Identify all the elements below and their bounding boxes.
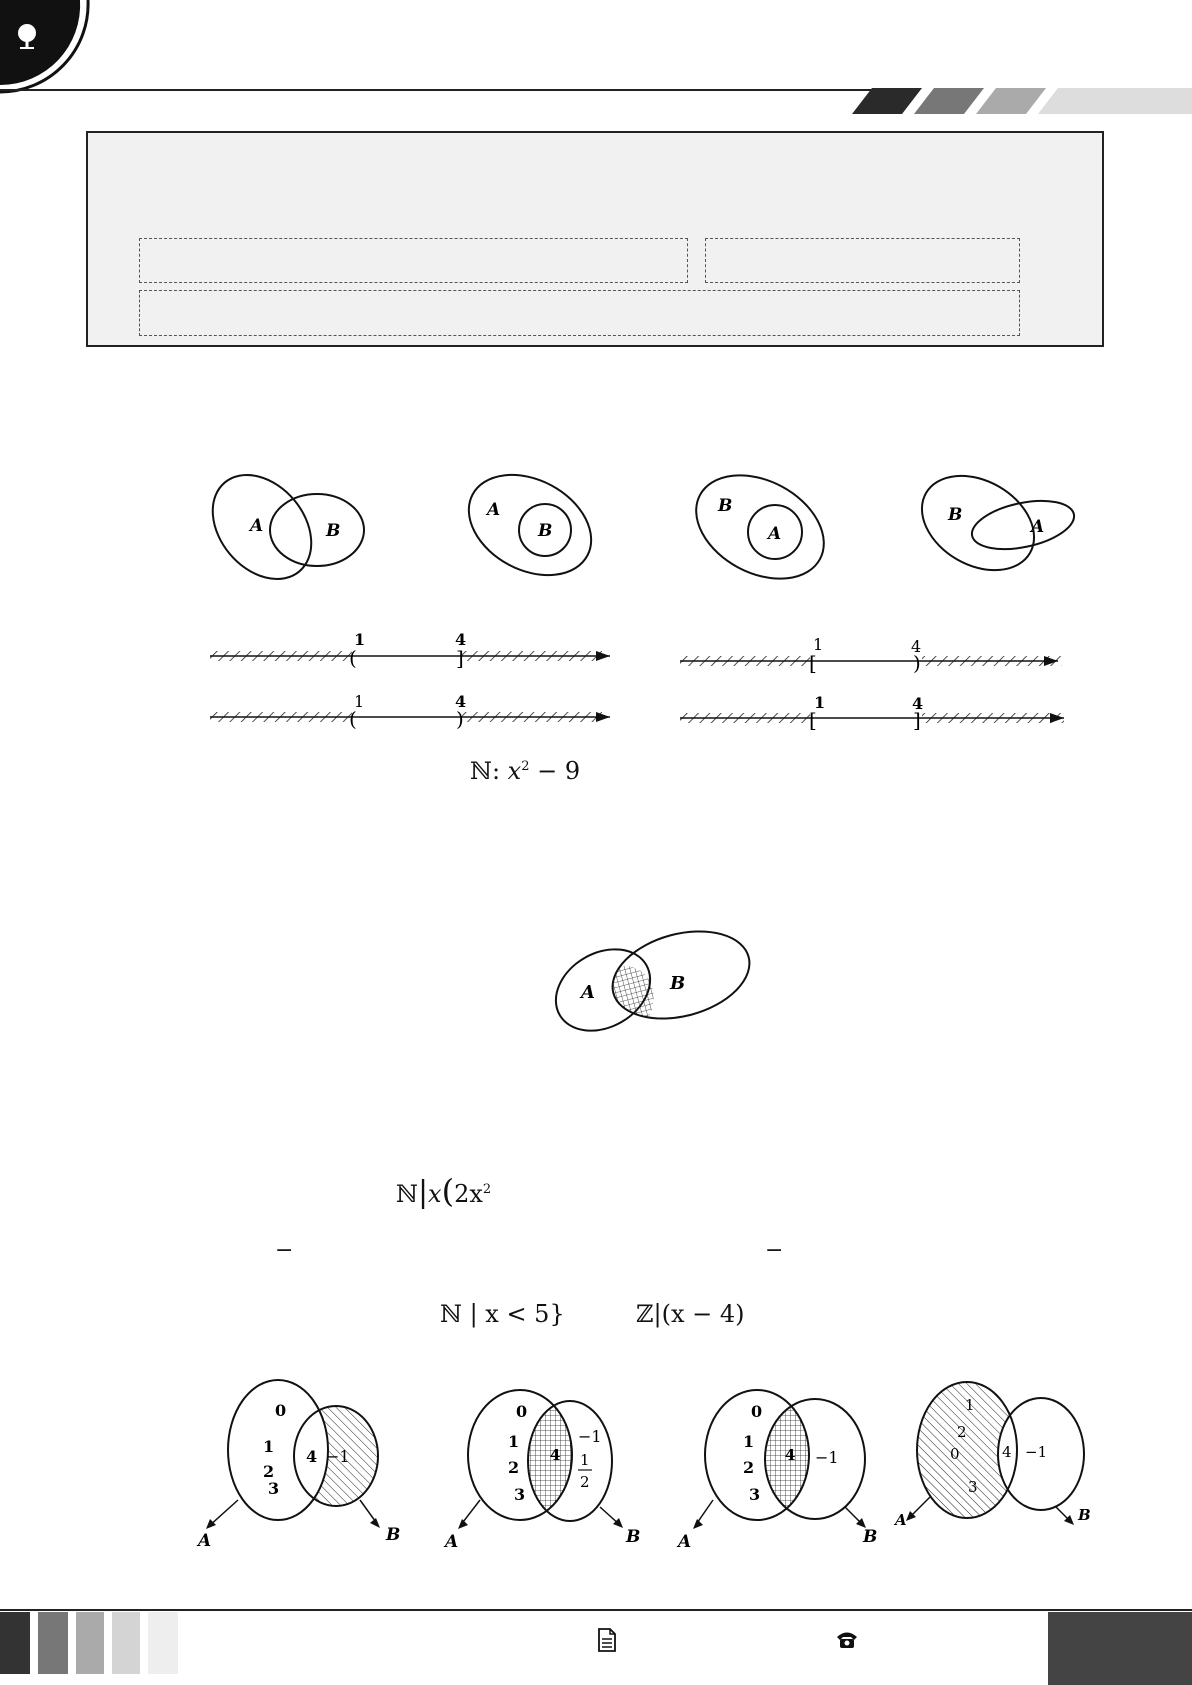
- venn-option-1: [210, 475, 390, 585]
- fraction-bar-right: −: [765, 1238, 784, 1263]
- venn-item: 0: [516, 1402, 528, 1421]
- header-stripes: [852, 88, 1192, 116]
- venn-item: −1: [578, 1427, 602, 1446]
- expression-3-right: ℤ|(x − 4): [636, 1300, 745, 1328]
- document-icon: [597, 1628, 617, 1652]
- number-line-1: [210, 630, 610, 675]
- venn-item: 1: [263, 1437, 275, 1456]
- header-rule: [0, 89, 890, 91]
- footer-stripe-1: [0, 1612, 30, 1674]
- phone-icon: [835, 1630, 859, 1650]
- venn-item: 2: [957, 1423, 967, 1441]
- expression-3-left: ℕ | x < 5}: [440, 1300, 565, 1328]
- venn-label-b: B: [863, 1527, 878, 1547]
- nl-label-4: 4: [912, 694, 924, 713]
- venn-label-a: A: [487, 500, 501, 520]
- venn-common: 4: [1002, 1443, 1012, 1461]
- footer-stripe-4: [112, 1612, 140, 1674]
- nl-label-1: 1: [813, 635, 824, 654]
- venn-common: 4: [785, 1446, 796, 1464]
- nl-label-4: 4: [911, 637, 922, 656]
- venn-label-b: A: [768, 524, 782, 544]
- footer-stripe-5: [148, 1612, 178, 1674]
- nl-bracket-right: ]: [456, 646, 464, 670]
- venn-item: 3: [968, 1478, 978, 1496]
- footer-stripe-3: [76, 1612, 104, 1674]
- venn-item: 2: [743, 1458, 755, 1477]
- nl-bracket-right: ): [913, 651, 921, 675]
- nl-bracket-left: (: [349, 707, 357, 731]
- name-field[interactable]: [139, 238, 688, 283]
- venn-item: 2: [580, 1473, 590, 1491]
- venn-option-3: [690, 475, 830, 585]
- venn-label-a: B: [718, 496, 733, 516]
- footer-rule: [0, 1609, 1192, 1611]
- venn-label-b: B: [326, 521, 341, 541]
- venn-label-b: B: [626, 1527, 641, 1547]
- venn-item: 3: [749, 1485, 761, 1504]
- student-info-box: [86, 131, 1104, 347]
- number-line-4: [680, 693, 1080, 737]
- logo-badge: [0, 0, 100, 95]
- venn-item: 1: [743, 1432, 755, 1451]
- venn-item: 3: [514, 1485, 526, 1504]
- venn-item: 0: [950, 1445, 960, 1463]
- venn-common: 4: [550, 1446, 561, 1464]
- venn-item: −1: [1025, 1443, 1048, 1461]
- venn-label-a: A: [678, 1532, 692, 1552]
- venn-label-a: A: [581, 982, 595, 1003]
- venn-option-4: [918, 478, 1088, 578]
- venn-item: 1: [965, 1396, 975, 1414]
- venn-item: 2: [263, 1462, 275, 1481]
- venn-item: −1: [815, 1448, 839, 1467]
- venn-label-b: B: [1078, 1506, 1091, 1524]
- venn-label-b: A: [1031, 517, 1045, 537]
- nl-label-1: 1: [354, 630, 366, 649]
- fraction-bar-left: −: [275, 1238, 294, 1263]
- venn-label-a: A: [445, 1532, 459, 1552]
- nl-bracket-right: ): [456, 707, 464, 731]
- footer-stripe-2: [38, 1612, 68, 1674]
- venn-option-2: [460, 475, 600, 585]
- venn-label-b: B: [386, 1525, 401, 1545]
- venn-label-b: B: [538, 521, 553, 541]
- expression-1: ℕ: $x^2 - 9$: [470, 757, 581, 785]
- number-line-2: [210, 692, 610, 736]
- nl-bracket-left: [: [809, 708, 817, 732]
- venn-item: −1: [326, 1447, 350, 1466]
- nl-label-1: 1: [814, 693, 826, 712]
- nl-bracket-left: (: [349, 646, 357, 670]
- venn-item: 3: [268, 1479, 280, 1498]
- expression-2: $ℕ|x(2x^2$: [396, 1172, 492, 1210]
- nl-label-1: 1: [354, 692, 365, 711]
- venn-label-b: B: [670, 973, 686, 994]
- nl-label-4: 4: [455, 630, 467, 649]
- venn-common: 4: [306, 1447, 318, 1466]
- venn-item: 1: [580, 1451, 590, 1469]
- bottom-venn-4: [895, 1380, 1105, 1550]
- venn-intersection: [548, 925, 748, 1040]
- nl-bracket-right: ]: [913, 708, 921, 732]
- bottom-venn-3: [678, 1385, 885, 1555]
- bottom-venn-2: [445, 1385, 650, 1555]
- nl-bracket-left: [: [809, 651, 817, 675]
- venn-item: 1: [508, 1432, 520, 1451]
- set-symbol: ℕ: [470, 757, 492, 785]
- class-field[interactable]: [705, 238, 1020, 283]
- venn-label-a: A: [895, 1511, 907, 1529]
- date-field[interactable]: [139, 290, 1020, 336]
- bottom-venn-1: [198, 1380, 408, 1550]
- number-line-3: [680, 635, 1080, 680]
- page-number-block: [1048, 1612, 1192, 1685]
- venn-label-a: A: [198, 1531, 212, 1551]
- venn-label-a: B: [948, 505, 963, 525]
- venn-item: 2: [508, 1458, 520, 1477]
- nl-label-4: 4: [455, 692, 467, 711]
- venn-label-a: A: [250, 516, 264, 536]
- venn-item: 0: [751, 1402, 763, 1421]
- venn-item: 0: [275, 1401, 287, 1420]
